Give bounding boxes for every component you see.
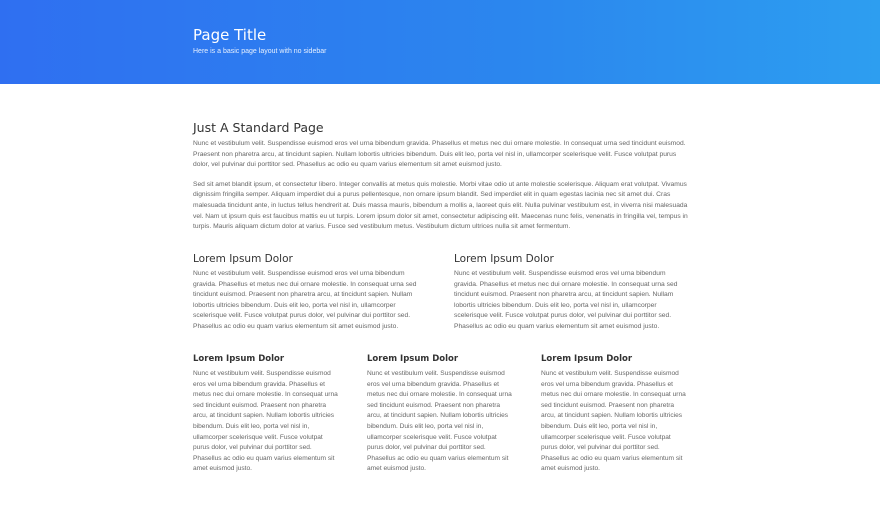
column-third xyxy=(541,354,688,475)
column-text: Nunc et vestibulum velit. Suspendisse euismod eros vel urna bibendum gravida. Phasellus et metus nec dui ornare molestie. In consequat urna sed tincidunt euismod. Praesent non pharetra arcu, at tincidunt sapien. Nullam lobortis ultricies bibendum. Duis elit leo, porta vel nisl in, ullamcorper scelerisque velit. Fusce volutpat purus dolor, vel pulvinar dui porttitor sed. Phasellus ac odio eu quam varius elementum sit amet euismod justo. xyxy=(367,370,512,473)
section-title: Just A Standard Page xyxy=(193,120,324,135)
column-title: Lorem Ipsum Dolor xyxy=(541,354,633,364)
page-header-content xyxy=(193,26,326,56)
column-title: Lorem Ipsum Dolor xyxy=(454,253,554,265)
column-text: Nunc et vestibulum velit. Suspendisse euismod eros vel urna bibendum gravida. Phasellus et metus nec dui ornare molestie. In consequat urna sed tincidunt euismod. Praesent non pharetra arcu, at tincidunt sapien. Nullam lobortis ultricies bibendum. Duis elit leo, porta vel nisl in, ullamcorper scelerisque velit. Fusce volutpat purus dolor, vel pulvinar dui porttitor sed. Phasellus ac odio eu quam varius elementum sit amet euismod justo. xyxy=(541,370,686,473)
column-third xyxy=(193,354,340,475)
page-title: Page Title xyxy=(193,26,267,44)
column-half xyxy=(193,253,425,333)
body-paragraph: Nunc et vestibulum velit. Suspendisse euismod eros vel urna bibendum gravida. Phasellus et metus nec dui ornare molestie. In consequat urna sed tincidunt euismod. Praesent non pharetra arcu, at tincidunt sapien. Nullam lobortis ultricies bibendum. Duis elit leo, porta vel nisl in, ullamcorper scelerisque velit. Fusce volutpat purus dolor, vel pulvinar dui porttitor sed. Phasellus ac odio eu quam varius elementum sit amet euismod justo. xyxy=(193,140,686,169)
column-title: Lorem Ipsum Dolor xyxy=(367,354,459,364)
column-text: Nunc et vestibulum velit. Suspendisse euismod eros vel urna bibendum gravida. Phasellus et metus nec dui ornare molestie. In consequat urna sed tincidunt euismod. Praesent non pharetra arcu, at tincidunt sapien. Nullam lobortis ultricies bibendum. Duis elit leo, porta vel nisl in, ullamcorper scelerisque velit. Fusce volutpat purus dolor, vel pulvinar dui porttitor sed. Phasellus ac odio eu quam varius elementum sit amet euismod justo. xyxy=(454,270,678,330)
standard-page-section xyxy=(193,120,688,233)
column-text: Nunc et vestibulum velit. Suspendisse euismod eros vel urna bibendum gravida. Phasellus et metus nec dui ornare molestie. In consequat urna sed tincidunt euismod. Praesent non pharetra arcu, at tincidunt sapien. Nullam lobortis ultricies bibendum. Duis elit leo, porta vel nisl in, ullamcorper scelerisque velit. Fusce volutpat purus dolor, vel pulvinar dui porttitor sed. Phasellus ac odio eu quam varius elementum sit amet euismod justo. xyxy=(193,270,417,330)
column-third xyxy=(367,354,514,475)
page-subtitle: Here is a basic page layout with no sidebar xyxy=(193,48,327,55)
two-column-section xyxy=(193,253,688,343)
page-header xyxy=(0,0,880,84)
column-text: Nunc et vestibulum velit. Suspendisse euismod eros vel urna bibendum gravida. Phasellus et metus nec dui ornare molestie. In consequat urna sed tincidunt euismod. Praesent non pharetra arcu, at tincidunt sapien. Nullam lobortis ultricies bibendum. Duis elit leo, porta vel nisl in, ullamcorper scelerisque velit. Fusce volutpat purus dolor, vel pulvinar dui porttitor sed. Phasellus ac odio eu quam varius elementum sit amet euismod justo. xyxy=(193,370,338,473)
column-title: Lorem Ipsum Dolor xyxy=(193,253,293,265)
column-title: Lorem Ipsum Dolor xyxy=(193,354,285,364)
column-half xyxy=(454,253,686,333)
three-column-section xyxy=(193,354,688,484)
body-paragraph: Sed sit amet blandit ipsum, et consectetur libero. Integer convallis at metus quis molestie. Morbi vitae odio ut ante molestie scelerisque. Aliquam erat volutpat. Vivamus dignissim fringilla semper. Aliquam imperdiet dui a purus pellentesque, non ornare ipsum blandit. Sed imperdiet elit in quam egestas lacinia nec sit amet dui. Cras malesuada tincidunt ante, in luctus tellus hendrerit at. Duis massa mauris, bibendum a mollis a, laoreet quis elit. Nulla pulvinar vestibulum est, in viverra nisi malesuada vel. Nam ut ipsum quis est faucibus mattis eu ut turpis. Lorem ipsum dolor sit amet, consectetur adipiscing elit. Maecenas nunc felis, venenatis in fringilla vel, tempus in turpis. Mauris aliquam dictum dolor at varius. Fusce sed vestibulum metus. Vestibulum dictum ultrices nulla sit amet fermentum. xyxy=(193,180,688,231)
